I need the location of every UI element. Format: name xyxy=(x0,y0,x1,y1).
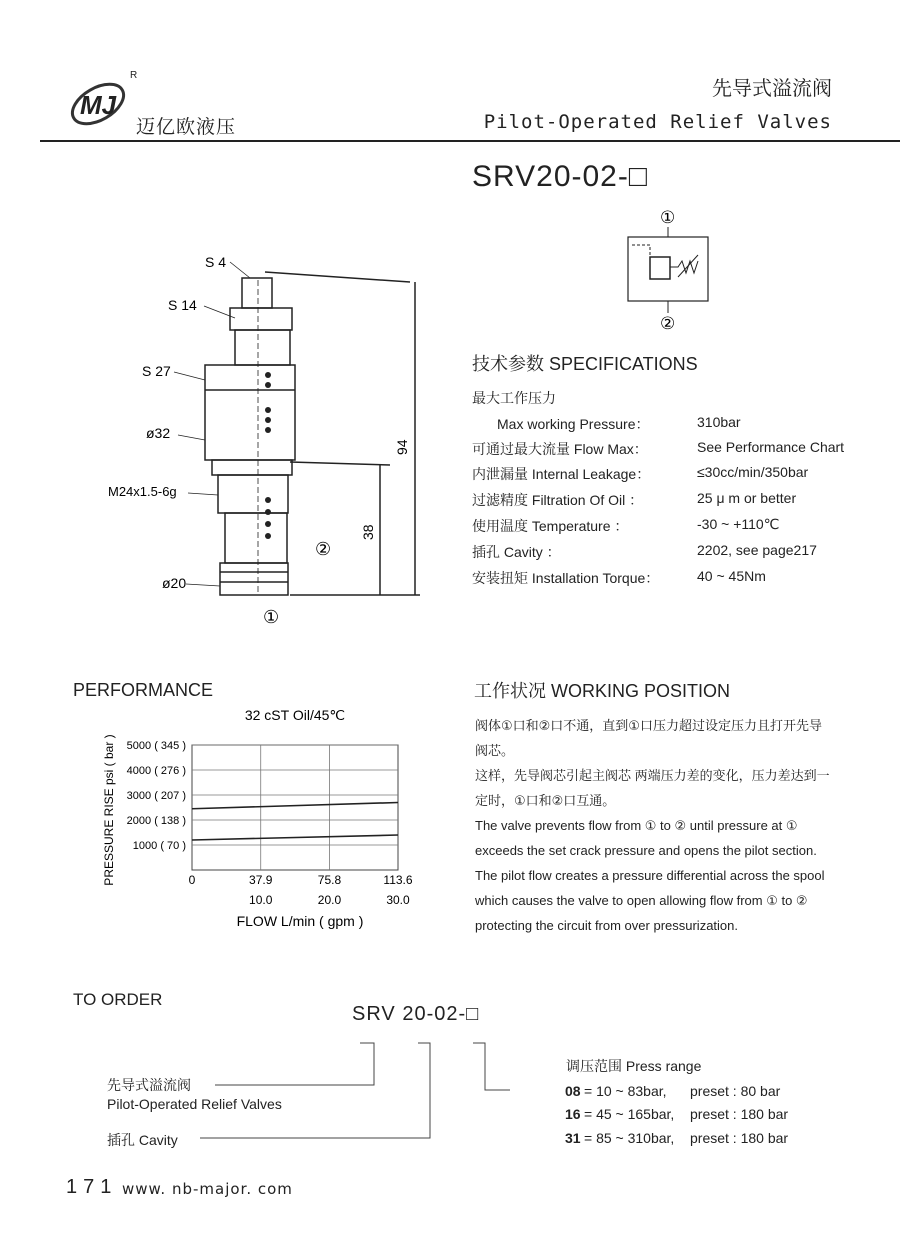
chart-title: 32 cST Oil/45℃ xyxy=(244,707,346,723)
label-thread: M24x1.5-6g xyxy=(108,484,177,499)
page-number: 171 xyxy=(66,1176,118,1198)
spec-label: 内泄漏量 Internal Leakage： xyxy=(472,466,651,482)
spec-value: 310bar xyxy=(697,414,741,430)
symbol-port-1: ① xyxy=(660,208,676,227)
spec-label: 使用温度 Temperature ： xyxy=(472,518,629,534)
y-tick-label: 2000 ( 138 ) xyxy=(126,815,186,827)
order-leader-lines xyxy=(190,1035,510,1145)
series-line xyxy=(192,803,398,809)
x-tick-label: 75.8 xyxy=(317,873,342,887)
performance-heading: PERFORMANCE xyxy=(73,680,214,700)
order-cavity: 插孔 Cavity xyxy=(107,1132,178,1148)
label-s4: S 4 xyxy=(205,254,227,270)
title-en: Pilot-Operated Relief Valves xyxy=(483,111,832,133)
hydraulic-symbol xyxy=(620,205,720,335)
order-heading: TO ORDER xyxy=(73,990,163,1009)
spec-label: 过滤精度 Filtration Of Oil ： xyxy=(472,492,644,508)
drawing-port-2: ② xyxy=(315,539,332,559)
y-axis-label: PRESSURE RISE psi ( bar ) xyxy=(102,734,116,886)
website: www. nb-major. com xyxy=(122,1180,293,1198)
y-tick-label: 5000 ( 345 ) xyxy=(126,740,186,752)
spec-value: 25 μ m or better xyxy=(697,490,797,506)
registered-mark: R xyxy=(130,70,138,81)
working-text xyxy=(475,713,845,938)
range-heading: 调压范围 Press range xyxy=(566,1058,702,1074)
working-line: protecting the circuit from over pressurization. xyxy=(475,918,738,933)
model-number: SRV20-02-□ xyxy=(472,160,648,193)
x-tick-label-gpm: 10.0 xyxy=(249,893,273,907)
spec-value: ≤30cc/min/350bar xyxy=(697,464,809,480)
range-preset: preset : 80 bar xyxy=(690,1083,781,1099)
dim-lower: 38 xyxy=(360,524,376,540)
working-line: 阀体①口和②口不通，直到①口压力超过设定压力且打开先导 xyxy=(475,718,822,733)
working-line: 阀芯。 xyxy=(475,743,515,758)
x-tick-label-gpm: 20.0 xyxy=(317,893,342,907)
range-text: = 85 ~ 310bar, xyxy=(584,1130,675,1146)
range-code: 16 xyxy=(565,1106,581,1122)
spec-value: -30 ~ +110℃ xyxy=(697,516,780,532)
label-s14: S 14 xyxy=(168,297,197,313)
spec-label: 最大工作压力 xyxy=(472,390,556,406)
spec-label: 可通过最大流量 Flow Max： xyxy=(472,441,648,457)
x-axis-label: FLOW L/min ( gpm ) xyxy=(236,913,364,929)
valve-drawing xyxy=(100,250,440,630)
working-line: The pilot flow creates a pressure differential across the spool xyxy=(475,868,825,883)
header-rule xyxy=(40,140,900,142)
spec-label: Max working Pressure： xyxy=(497,416,650,432)
specs-heading: 技术参数 SPECIFICATIONS xyxy=(472,354,698,374)
dim-total: 94 xyxy=(394,439,410,455)
brand-name: 迈亿欧液压 xyxy=(136,117,237,138)
performance-chart xyxy=(95,700,435,935)
range-preset: preset : 180 bar xyxy=(690,1106,789,1122)
y-tick-label: 4000 ( 276 ) xyxy=(126,765,186,777)
label-s27: S 27 xyxy=(142,363,171,379)
working-line: exceeds the set crack pressure and opens the pilot section. xyxy=(475,843,817,858)
range-text: = 45 ~ 165bar, xyxy=(584,1106,675,1122)
working-heading: 工作状况 WORKING POSITION xyxy=(474,681,731,701)
logo-mark: MJ xyxy=(80,90,117,120)
working-line: 定时，①口和②口互通。 xyxy=(475,793,616,808)
spec-value: See Performance Chart xyxy=(697,439,845,455)
range-code: 08 xyxy=(565,1083,581,1099)
spec-value: 40 ~ 45Nm xyxy=(697,568,766,584)
order-type-en: Pilot-Operated Relief Valves xyxy=(107,1096,282,1112)
range-preset: preset : 180 bar xyxy=(690,1130,789,1146)
x-tick-label: 113.6 xyxy=(383,873,413,887)
range-text: = 10 ~ 83bar, xyxy=(584,1083,667,1099)
series-line xyxy=(192,835,398,840)
working-line: which causes the valve to open allowing flow from ① to ② xyxy=(475,893,808,908)
order-type-cn: 先导式溢流阀 xyxy=(107,1077,191,1093)
x-tick-label: 37.9 xyxy=(249,873,273,887)
logo xyxy=(66,72,130,134)
spec-label: 安装扭矩 Installation Torque： xyxy=(472,570,660,586)
label-d32: ø32 xyxy=(146,425,171,441)
x-tick-label-gpm: 30.0 xyxy=(386,893,410,907)
drawing-port-1: ① xyxy=(263,607,280,627)
symbol-port-2: ② xyxy=(660,314,676,333)
working-line: 这样，先导阀芯引起主阀芯 两端压力差的变化，压力差达到一 xyxy=(475,768,830,783)
title-cn: 先导式溢流阀 xyxy=(712,78,832,100)
range-code: 31 xyxy=(565,1130,581,1146)
x-tick-label: 0 xyxy=(188,873,196,887)
order-model: SRV 20-02-□ xyxy=(352,1003,480,1025)
spec-label: 插孔 Cavity ： xyxy=(472,544,561,560)
spec-value: 2202, see page217 xyxy=(697,542,817,558)
working-line: The valve prevents flow from ① to ② until pressure at ① xyxy=(475,818,798,833)
y-tick-label: 3000 ( 207 ) xyxy=(126,790,186,802)
label-d20: ø20 xyxy=(162,575,187,591)
y-tick-label: 1000 ( 70 ) xyxy=(132,840,186,852)
